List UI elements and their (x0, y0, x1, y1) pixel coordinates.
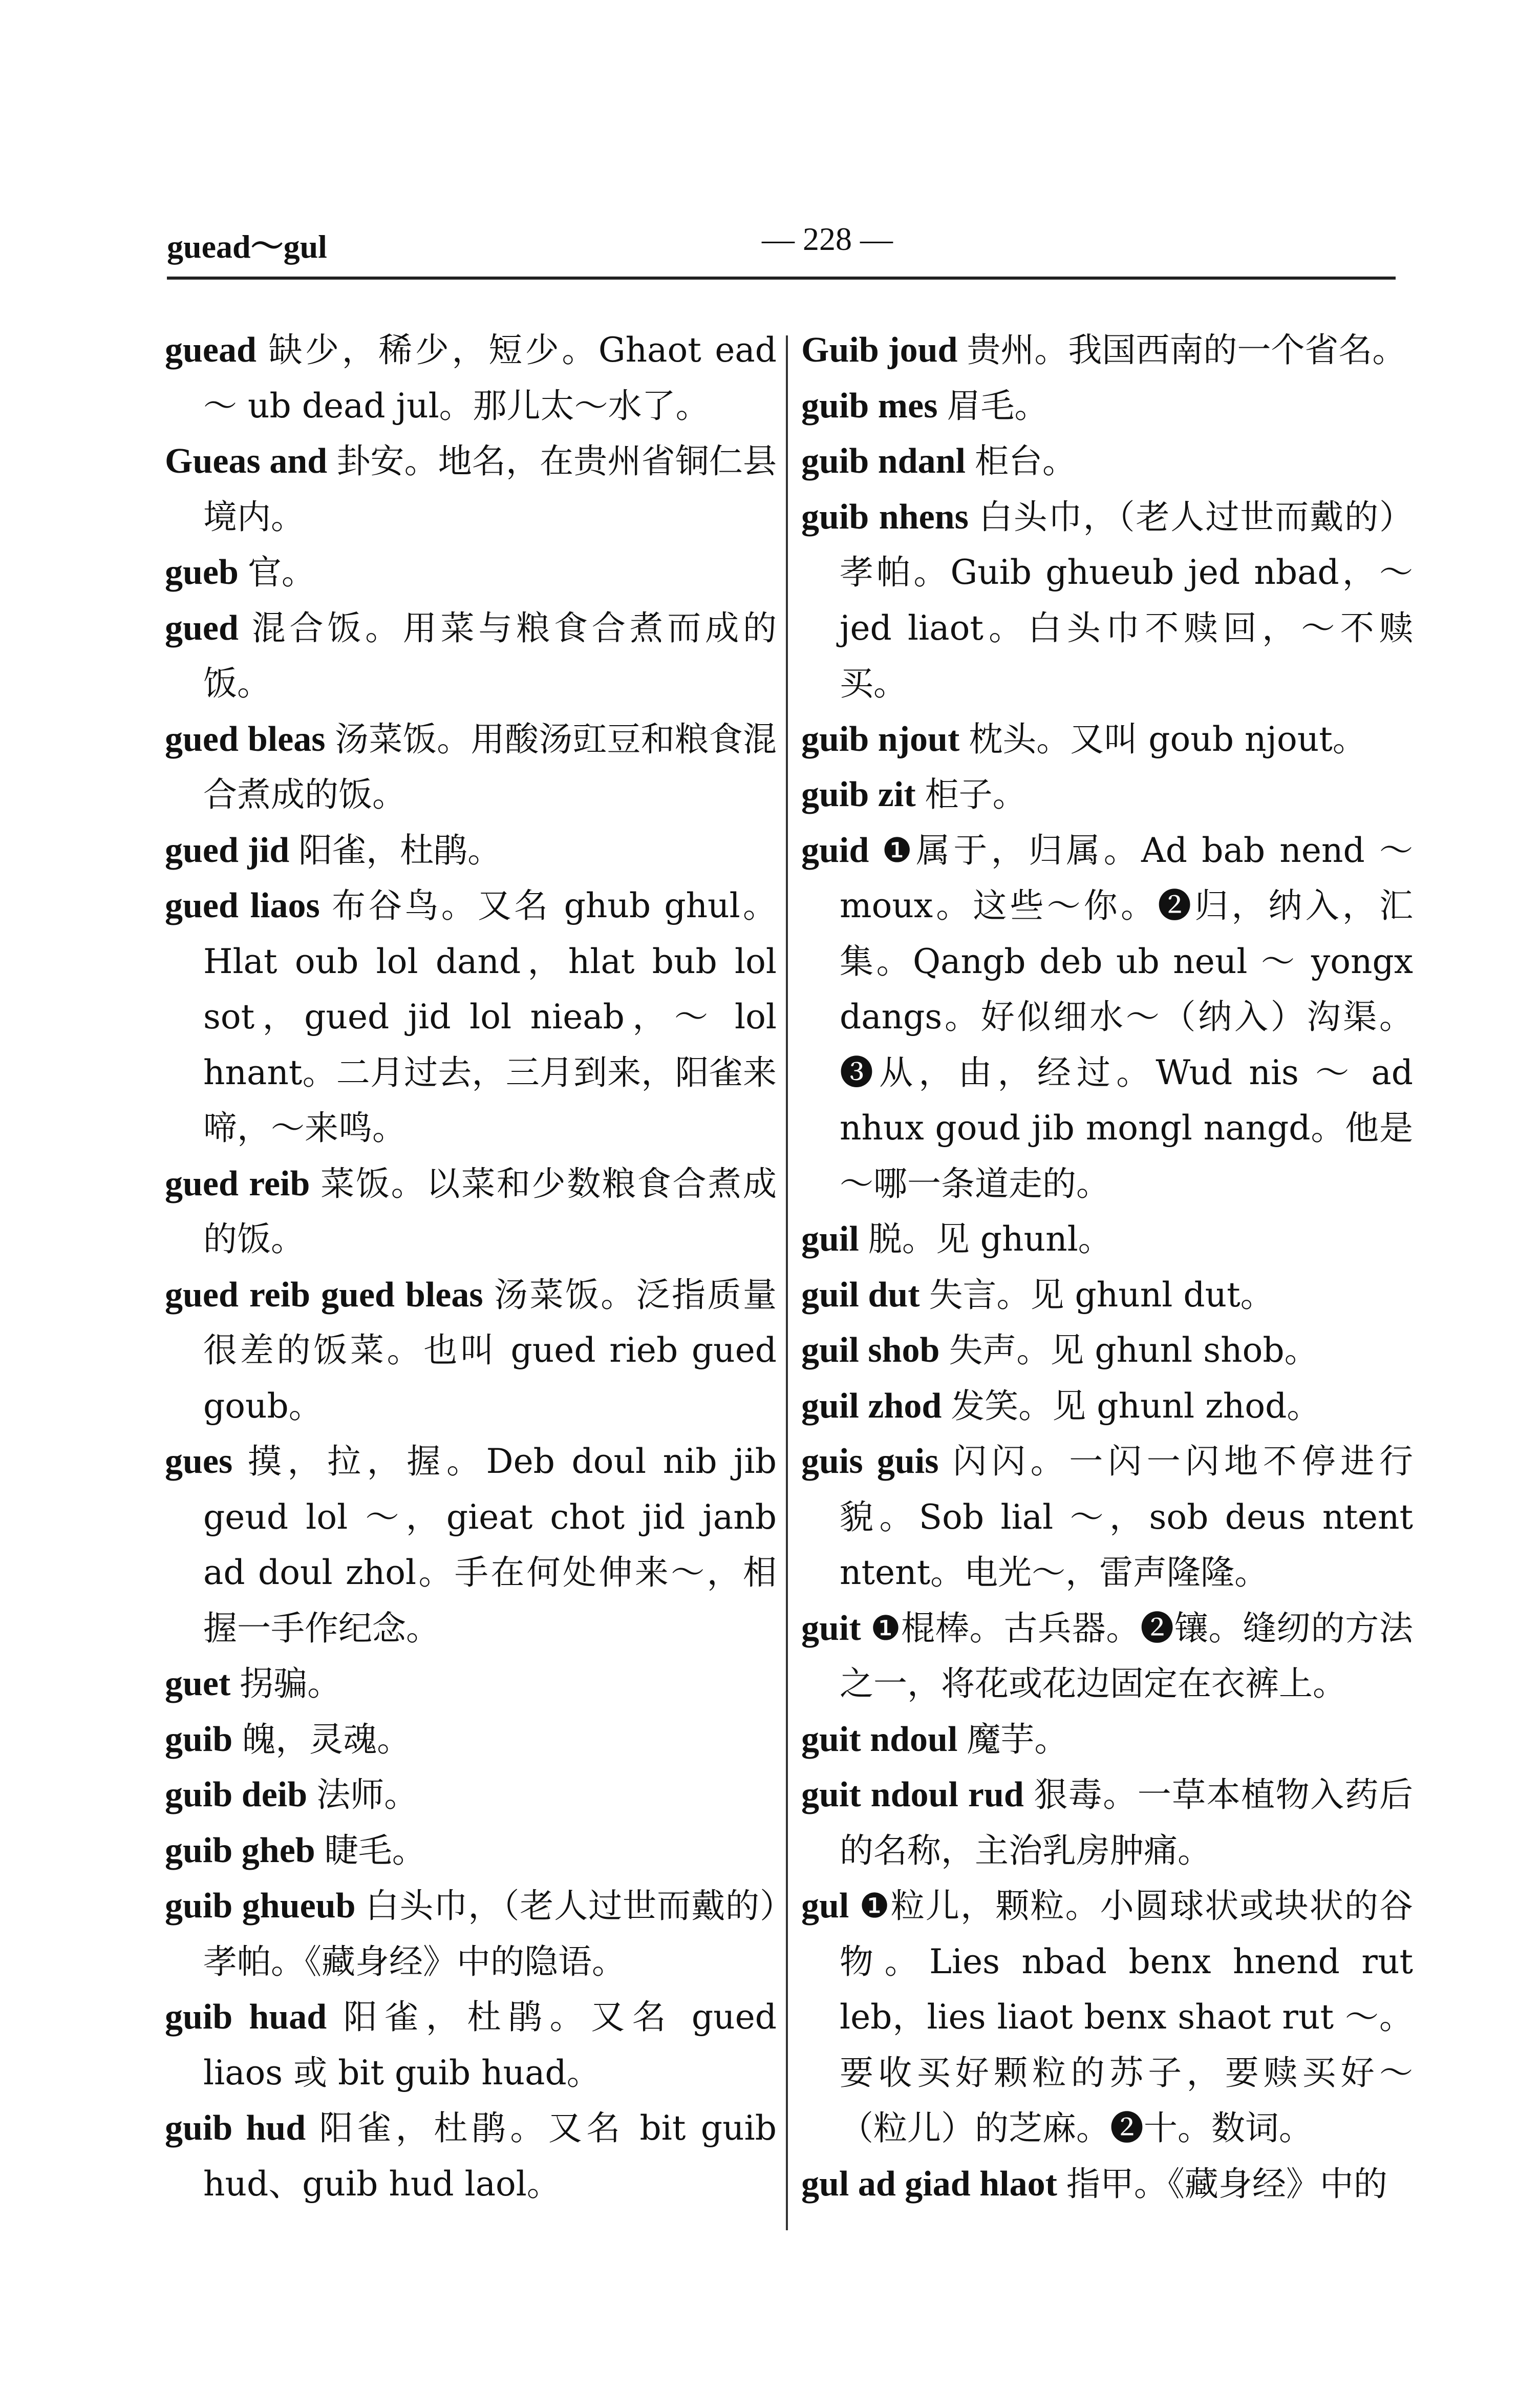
entry-definition: 卦安。地名，在贵州省铜仁县境内。 (203, 441, 777, 537)
entry-headword: guib zit (801, 775, 916, 814)
dictionary-entry (801, 767, 1413, 823)
dictionary-entry (801, 1267, 1413, 1323)
entry-headword: guil dut (801, 1275, 920, 1315)
entry-definition: 指甲。《藏身经》中的 (1066, 2164, 1387, 2204)
entry-definition: 闪闪。一闪一闪地不停进行貌。Sob lial ～，sob deus ntent ntent。电光～，雷声隆隆。 (840, 1442, 1413, 1592)
entry-headword: guib njout (801, 719, 960, 759)
entry-headword: gues (165, 1442, 233, 1481)
entry-headword: guib ndanl (801, 441, 966, 481)
dictionary-entry (165, 1267, 777, 1434)
entry-definition: 魄，灵魂。 (242, 1719, 411, 1759)
entry-headword: gued jid (165, 830, 290, 870)
entry-definition: 柜子。 (925, 775, 1026, 814)
entry-definition: 狠毒。一草本植物入药后的名称，主治乳房肿痛。 (840, 1775, 1413, 1870)
dictionary-entry (165, 601, 777, 712)
page-header (167, 220, 1396, 280)
entry-headword: guib hud (165, 2108, 306, 2148)
dictionary-entry (165, 1712, 777, 1768)
entry-headword: gued bleas (165, 719, 326, 759)
dictionary-entry (801, 1434, 1413, 1601)
dictionary-entry (801, 1767, 1413, 1878)
entry-headword: guid (801, 830, 869, 870)
entry-headword: guit ndoul rud (801, 1775, 1024, 1814)
dictionary-entry (801, 712, 1413, 768)
entry-definition: 贵州。我国西南的一个省名。 (967, 330, 1406, 370)
entry-headword: guil zhod (801, 1386, 942, 1426)
entry-definition: 阳雀，杜鹃。又名 gued liaos 或 bit guib huad。 (203, 1997, 777, 2093)
entry-definition: 摸，拉，握。Deb doul nib jib geud lol ～，gieat chot jid janb ad doul zhol。手在何处伸来～，相握一手作纪念。 (203, 1442, 777, 1648)
entry-definition: 睫毛。 (324, 1830, 426, 1870)
entry-definition: ❶棍棒。古兵器。❷镶。缝纫的方法之一，将花或花边固定在衣裤上。 (840, 1608, 1413, 1703)
entry-headword: guib deib (165, 1775, 308, 1814)
entry-definition: 布谷鸟。又名 ghub ghul。Hlat oub lol dand，hlat bub lol sot，gued jid lol nieab，～ lol hnant。二月过去，三月到来，阳雀来啼，～来鸣。 (203, 886, 777, 1148)
entry-headword: guit ndoul (801, 1719, 958, 1759)
dictionary-entry (165, 823, 777, 879)
entry-headword: guead (165, 330, 256, 370)
dictionary-entry (165, 1434, 777, 1656)
entry-headword: gued liaos (165, 886, 320, 925)
page-number: — 228 — (762, 221, 893, 257)
dictionary-entry (801, 378, 1413, 434)
entry-definition: 官。 (247, 553, 315, 592)
entry-headword: Gueas and (165, 441, 328, 481)
entry-definition: 白头巾，（老人过世而戴的）孝帕。《藏身经》中的隐语。 (203, 1886, 777, 1981)
entry-headword: guit (801, 1608, 861, 1648)
entry-headword: gued (165, 608, 239, 648)
dictionary-entry (165, 712, 777, 823)
entry-headword: guib ghueub (165, 1886, 356, 1926)
entry-definition: 发笑。见 ghunl zhod。 (951, 1386, 1321, 1426)
dictionary-entry (165, 1156, 777, 1267)
entry-definition: 柜台。 (975, 441, 1077, 481)
dictionary-entry (801, 1212, 1413, 1267)
dictionary-entry (165, 434, 777, 545)
dictionary-entry (165, 878, 777, 1156)
dictionary-entry (165, 2101, 777, 2212)
entry-definition: 阳雀，杜鹃。 (298, 830, 502, 870)
dictionary-entry (165, 1823, 777, 1879)
entry-definition: 失言。见 ghunl dut。 (929, 1275, 1274, 1315)
left-column (165, 323, 777, 2212)
entry-headword: guet (165, 1664, 231, 1703)
entry-headword: guib mes (801, 386, 938, 426)
entry-definition: 菜饭。以菜和少数粮食合煮成的饭。 (203, 1164, 777, 1259)
entry-definition: ❶属于，归属。Ad bab nend ～ moux。这些～你。❷归，纳入，汇集。Qangb deb ub neul ～ yongx dangs。好似细水～（纳入）沟渠。❸从，由，经过。Wud nis ～ ad nhux goud jib mongl nangd。他是～哪一条道走的。 (840, 830, 1413, 1203)
dictionary-entry (165, 1990, 777, 2101)
entry-definition: 魔芋。 (967, 1719, 1068, 1759)
header-range: guead～gul (167, 228, 327, 265)
entry-definition: 汤菜饭。泛指质量很差的饭菜。也叫 gued rieb gued goub。 (203, 1275, 777, 1426)
right-column (801, 323, 1413, 2212)
dictionary-entry (801, 2157, 1413, 2212)
entry-definition: 枕头。又叫 goub njout。 (969, 719, 1366, 759)
entry-definition: ❶粒儿，颗粒。小圆球状或块状的谷物。Lies nbad benx hnend rut leb，lies liaot benx shaot rut ～。要收买好颗粒的苏子，要赎买好～（粒儿）的芝麻。❷十。数词。 (840, 1886, 1413, 2148)
entry-definition: 拐骗。 (240, 1664, 341, 1703)
entry-headword: guil (801, 1219, 859, 1259)
dictionary-entry (801, 434, 1413, 490)
entry-headword: guib (165, 1719, 233, 1759)
entry-headword: guib nhens (801, 497, 969, 537)
entry-headword: gued reib (165, 1164, 310, 1203)
dictionary-entry (801, 823, 1413, 1212)
column-divider (786, 335, 788, 2230)
dictionary-entry (801, 1878, 1413, 2157)
entry-headword: gul ad giad hlaot (801, 2164, 1057, 2204)
entry-headword: Guib joud (801, 330, 958, 370)
entry-headword: gued reib gued bleas (165, 1275, 483, 1315)
dictionary-entry (165, 1656, 777, 1712)
entry-headword: guib gheb (165, 1830, 315, 1870)
entry-definition: 眉毛。 (947, 386, 1049, 426)
dictionary-entry (801, 1379, 1413, 1434)
entry-definition: 缺少，稀少，短少。Ghaot ead ～ ub dead jul。那儿太～水了。 (203, 330, 777, 426)
dictionary-entry (801, 490, 1413, 712)
entry-headword: guil shob (801, 1330, 940, 1370)
entry-definition: 混合饭。用菜与粮食合煮而成的饭。 (203, 608, 777, 703)
entry-definition: 失声。见 ghunl shob。 (949, 1330, 1318, 1370)
entry-definition: 阳雀，杜鹃。又名 bit guib hud、guib hud laol。 (203, 2108, 777, 2204)
entry-headword: guis guis (801, 1442, 939, 1481)
entry-headword: guib huad (165, 1997, 327, 2037)
dictionary-entry (801, 1323, 1413, 1379)
dictionary-entry (165, 1767, 777, 1823)
dictionary-entry (165, 545, 777, 601)
dictionary-entry (165, 1878, 777, 1990)
dictionary-entry (801, 1712, 1413, 1768)
dictionary-entry (801, 323, 1413, 378)
entry-headword: gul (801, 1886, 849, 1926)
dictionary-entry (801, 1601, 1413, 1712)
entry-definition: 法师。 (316, 1775, 418, 1814)
entry-definition: 汤菜饭。用酸汤豇豆和粮食混合煮成的饭。 (203, 719, 777, 814)
entry-definition: 白头巾，（老人过世而戴的）孝帕。Guib ghueub jed nbad，～ jed liaot。白头巾不赎回，～不赎买。 (840, 497, 1414, 703)
entry-definition: 脱。见 ghunl。 (868, 1219, 1112, 1259)
dictionary-entry (165, 323, 777, 434)
entry-headword: gueb (165, 553, 239, 592)
